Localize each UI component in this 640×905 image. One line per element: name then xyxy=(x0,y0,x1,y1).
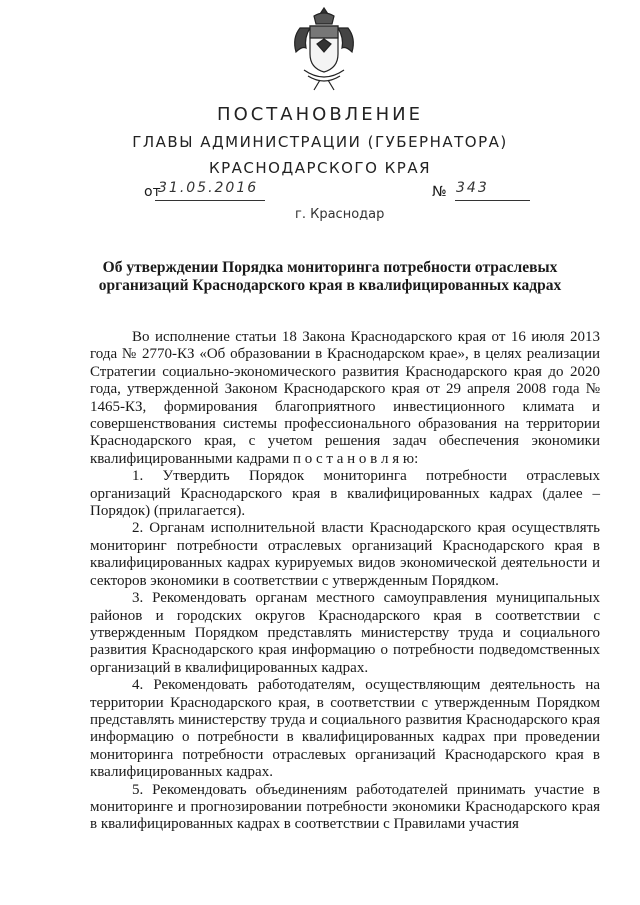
document-type-heading: ПОСТАНОВЛЕНИЕ xyxy=(217,104,423,125)
number-label: № xyxy=(432,184,447,200)
number-underline xyxy=(455,200,530,201)
document-body xyxy=(90,329,600,834)
paragraph-4: 4. Рекомендовать работодателям, осуществляющим деятельность на территории Краснодарского края, в соответствии с утвержденным Порядком представлять министерству труда и социального развития Краснодарского края информацию о потребности в квалифицированных кадрах при проведении мониторинга потребности отраслевых организаций Краснодарского края в квалифицированных кадрах. xyxy=(90,677,600,781)
paragraph-1: 1. Утвердить Порядок мониторинга потребности отраслевых организаций Краснодарского края в квалифицированных кадрах (далее – Порядок) (прилагается). xyxy=(90,468,600,520)
preamble-paragraph: Во исполнение статьи 18 Закона Краснодарского края от 16 июля 2013 года № 2770-КЗ «Об образовании в Краснодарском крае», в целях реализации Стратегии социально-экономического развития Краснодарского края до 2020 года, утвержденной Законом Краснодарского края от 29 апреля 2008 года № 1465-КЗ, формирования благоприятного инвестиционного климата и совершенствования системы профессионального образования на территории Краснодарского края, с учетом решения задач обеспечения экономики квалифицированными кадрами п о с т а н о в л я ю: xyxy=(90,329,600,467)
issuer-heading: ГЛАВЫ АДМИНИСТРАЦИИ (ГУБЕРНАТОРА) xyxy=(132,133,508,151)
date-number-line xyxy=(0,182,640,206)
date-underline xyxy=(155,200,265,201)
paragraph-2: 2. Органам исполнительной власти Краснодарского края осуществлять мониторинг потребности отраслевых организаций Краснодарского края в квалифицированных кадрах курируемых видов экономической деятельности и секторов экономики в соответствии с утвержденным Порядком. xyxy=(90,520,600,589)
paragraph-3: 3. Рекомендовать органам местного самоуправления муниципальных районов и городских округов Краснодарского края в соответствии с утвержденным Порядком представлять министерству труда и социального развития Краснодарского края информацию о потребности подведомственных организаций в квалифицированных кадрах. xyxy=(90,590,600,676)
city: г. Краснодар xyxy=(295,207,385,222)
paragraph-5: 5. Рекомендовать объединениям работодателей принимать участие в мониторинге и прогнозировании потребности экономики Краснодарского края в квалифицированных кадрах в соответствии с Правилами участия xyxy=(90,781,600,833)
coat-of-arms-emblem xyxy=(290,6,358,92)
date-label: от xyxy=(144,184,161,200)
document-title: Об утверждении Порядка мониторинга потребности отраслевых организаций Краснодарского края в квалифицированных кадрах xyxy=(98,259,562,294)
document-number: 343 xyxy=(456,180,489,196)
region-heading: КРАСНОДАРСКОГО КРАЯ xyxy=(208,159,432,177)
document-date: 31.05.2016 xyxy=(158,180,259,196)
